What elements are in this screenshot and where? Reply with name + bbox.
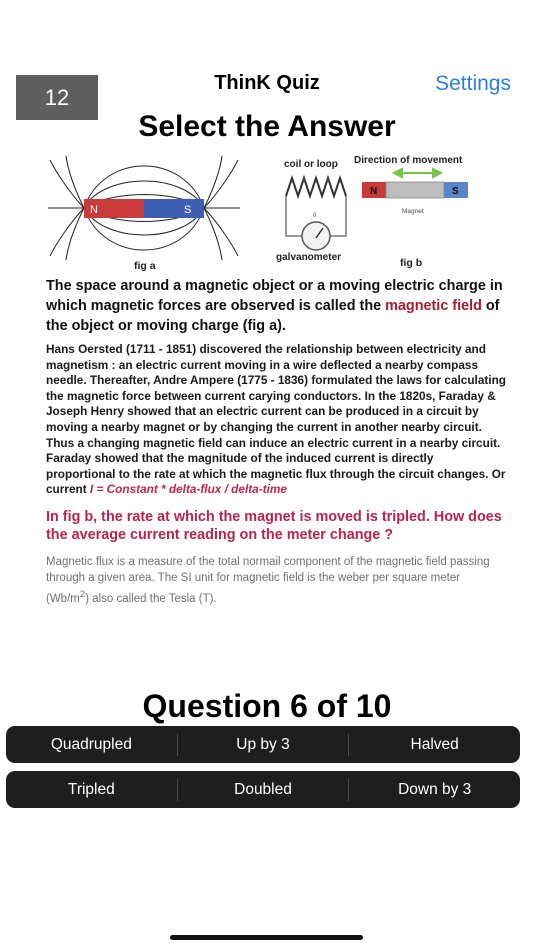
answer-button-down-by-3[interactable]: Down by 3: [348, 779, 520, 801]
fig-b-magnet-body: [386, 182, 444, 198]
gauge-zero-label: 0: [313, 213, 317, 219]
question-text: In fig b, the rate at which the magnet is moved is tripled. How does the average current reading on the meter change ?: [46, 508, 502, 543]
fig-a-label: fig a: [134, 260, 156, 272]
pole-n-label: N: [90, 204, 98, 216]
question-passage: [46, 276, 506, 607]
answer-button-quadrupled[interactable]: Quadrupled: [6, 734, 177, 756]
magnetism-figure: [44, 152, 492, 272]
pole-s-label: S: [184, 204, 192, 216]
fig-b-label: fig b: [400, 257, 423, 269]
body-text: Hans Oersted (1711 - 1851) discovered the relationship between electricity and magnetism : an electric current moving in a wire deflected a nearby compass needle. Thereafter, Andre Ampere (1775 - 1836) formulated the laws for calculating the magnetic force between current carying conductors. In the 1820s, Faraday & Joseph Henry showed that an electric current can be produced in a circuit by moving a nearby magnet or by changing the current in another nearby circuit. Thus a changing magnetic field can induce an electric current in a nearby circuit. Faraday showed that the magnitude of the induced current is directly proportional to the rate at which the magnetic flux through the circuit changes. Or current: [46, 342, 507, 497]
magnet-label: Magnet: [402, 208, 424, 215]
app-title: ThinK Quiz: [214, 72, 320, 94]
coil-icon: [286, 178, 346, 196]
galvanometer-label: galvanometer: [276, 252, 342, 263]
score-badge: 12: [16, 75, 98, 120]
galvanometer-icon: [302, 222, 330, 250]
note-text-end: ) also called the Tesla (T).: [85, 592, 217, 605]
answer-button-up-by-3[interactable]: Up by 3: [177, 734, 349, 756]
magnetic-field-highlight: magnetic field: [385, 298, 482, 314]
flux-note: [46, 554, 506, 607]
note-superscript: 2: [79, 588, 86, 600]
current-formula: I = Constant * delta-flux / delta-time: [89, 482, 287, 497]
answer-button-doubled[interactable]: Doubled: [177, 779, 349, 801]
passage-lead: [46, 276, 506, 336]
question-counter: Question 6 of 10: [142, 688, 392, 724]
answer-button-halved[interactable]: Halved: [348, 734, 520, 756]
coil-label: coil or loop: [284, 159, 338, 170]
lead-text-end: of the object or moving charge (fig a).: [46, 298, 500, 334]
fig-b-pole-s: S: [452, 186, 459, 197]
lead-text: The space around a magnetic object or a moving electric charge in which magnetic forces are observed is called the: [46, 278, 503, 314]
answer-row-2: [6, 771, 520, 808]
passage-body: [46, 342, 506, 498]
answer-button-tripled[interactable]: Tripled: [6, 779, 177, 801]
direction-label: Direction of movement: [354, 155, 463, 166]
magnet-south-half: [144, 199, 204, 218]
fig-b-pole-n: N: [370, 186, 378, 197]
direction-arrow: [394, 169, 441, 177]
note-text: Magnetic flux is a measure of the total normail component of the magnetic field passing through a given area. The SI unit for magnetic field is the weber per square meter (Wb/m: [46, 555, 490, 605]
answer-row-1: [6, 726, 520, 763]
page-heading: Select the Answer: [138, 110, 396, 143]
settings-button[interactable]: Settings: [435, 72, 511, 95]
home-indicator[interactable]: [170, 935, 363, 940]
